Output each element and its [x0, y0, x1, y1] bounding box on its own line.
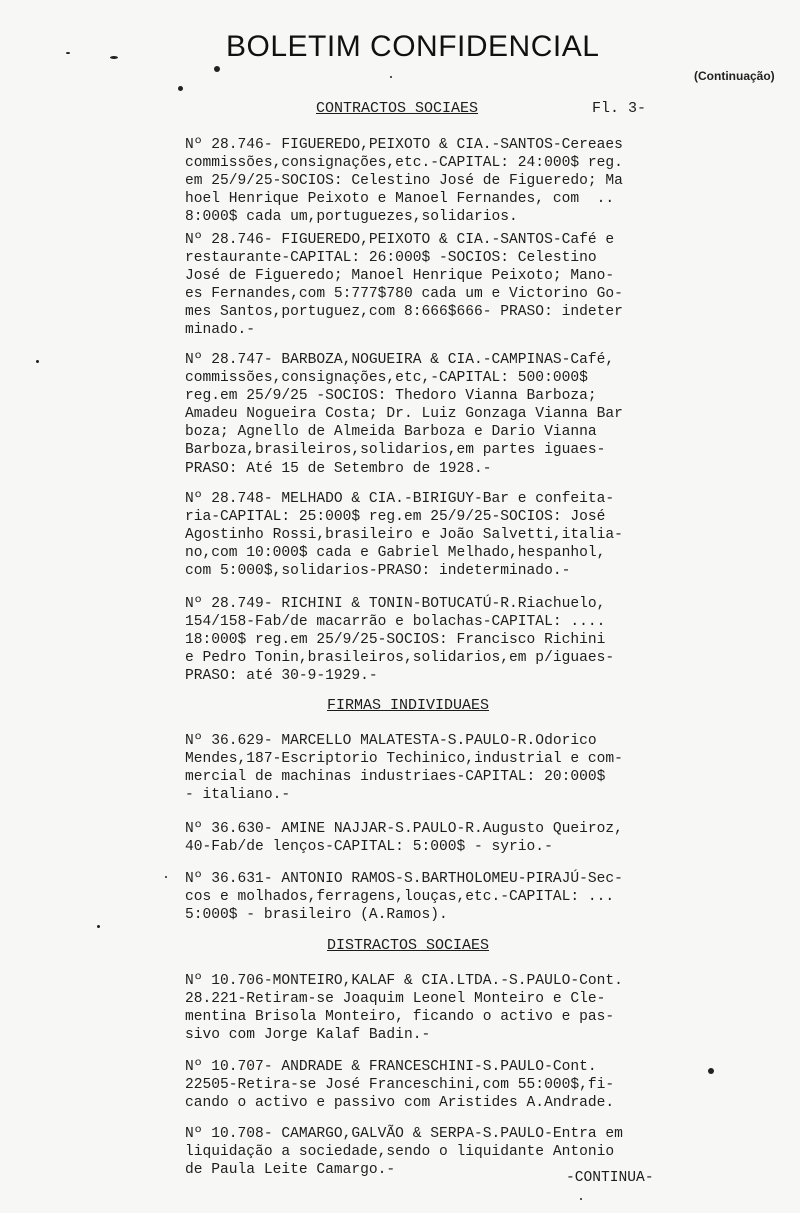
- entry-line: hoel Henrique Peixoto e Manoel Fernandes, com ..: [185, 191, 615, 208]
- entry-line: Nº 28.748- MELHADO & CIA.-BIRIGUY-Bar e confeita-: [185, 491, 615, 507]
- entry-line: Nº 10.706-MONTEIRO,KALAF & CIA.LTDA.-S.PAULO-Cont.: [185, 973, 623, 989]
- entry-line: commissões,consignações,etc,-CAPITAL: 500:000$: [185, 370, 588, 387]
- ink-speck: [178, 86, 183, 91]
- section-heading-firmas: FIRMAS INDIVIDUAES: [327, 697, 490, 714]
- entry-line: Barboza,brasileiros,solidarios,em partes iguaes-: [185, 442, 606, 459]
- entry-10707: [185, 1058, 614, 1112]
- entry-10708: [185, 1125, 623, 1179]
- entry-line: mes Santos,portuguez,com 8:666$666- PRASO: indeter: [185, 304, 623, 321]
- ink-speck: [165, 876, 167, 878]
- entry-line: 22505-Retira-se José Franceschini,com 55:000$,fi-: [185, 1077, 615, 1094]
- entry-line: 40-Fab/de lenços-CAPITAL: 5:000$ - syrio.-: [185, 839, 553, 856]
- ink-speck: [580, 1198, 582, 1200]
- entry-36629: [185, 732, 623, 804]
- entry-line: - italiano.-: [185, 787, 291, 804]
- entry-line: Nº 28.746- FIGUEREDO,PEIXOTO & CIA.-SANTOS-Cereaes: [185, 137, 623, 153]
- entry-line: Nº 10.707- ANDRADE & FRANCESCHINI-S.PAULO-Cont.: [185, 1059, 597, 1075]
- entry-line: mentina Brisola Monteiro, ficando o activo e pas-: [185, 1009, 615, 1026]
- entry-line: Agostinho Rossi,brasileiro e João Salvetti,italia-: [185, 527, 623, 544]
- continuation-note: (Continuação): [694, 69, 775, 83]
- entry-28749: [185, 595, 614, 685]
- entry-line: Nº 28.746- FIGUEREDO,PEIXOTO & CIA.-SANTOS-Café e: [185, 232, 615, 248]
- entry-line: 8:000$ cada um,portuguezes,solidarios.: [185, 209, 518, 226]
- entry-28748: [185, 490, 623, 580]
- entry-line: restaurante-CAPITAL: 26:000$ -SOCIOS: Celestino: [185, 250, 597, 267]
- entry-line: e Pedro Tonin,brasileiros,solidarios,em p/iguaes-: [185, 650, 615, 667]
- entry-line: Amadeu Nogueira Costa; Dr. Luiz Gonzaga Vianna Bar: [185, 406, 623, 423]
- entry-line: minado.-: [185, 322, 256, 339]
- entry-line: com 5:000$,solidarios-PRASO: indeterminado.-: [185, 563, 571, 580]
- entry-line: boza; Agnello de Almeida Barboza e Dario Vianna: [185, 424, 597, 441]
- ink-speck: [110, 56, 118, 59]
- section-heading-distractos: DISTRACTOS SOCIAES: [327, 937, 490, 954]
- ink-speck: [36, 360, 39, 363]
- entry-line: Mendes,187-Escriptorio Techinico,industrial e com-: [185, 751, 623, 768]
- entry-line: Nº 28.747- BARBOZA,NOGUEIRA & CIA.-CAMPINAS-Café,: [185, 352, 615, 368]
- entry-line: mercial de machinas industriaes-CAPITAL: 20:000$: [185, 769, 606, 786]
- entry-line: Nº 36.629- MARCELLO MALATESTA-S.PAULO-R.Odorico: [185, 733, 597, 749]
- entry-36631: [185, 870, 623, 924]
- entry-28746-cereaes: [185, 136, 623, 226]
- bulletin-title: BOLETIM CONFIDENCIAL: [226, 30, 600, 63]
- section-heading-contractos: CONTRACTOS SOCIAES: [316, 100, 479, 117]
- entry-line: Nº 36.630- AMINE NAJJAR-S.PAULO-R.Augusto Queiroz,: [185, 821, 623, 837]
- entry-line: 5:000$ - brasileiro (A.Ramos).: [185, 907, 448, 924]
- entry-line: cando o activo e passivo com Aristides A.Andrade.: [185, 1095, 615, 1112]
- entry-line: ria-CAPITAL: 25:000$ reg.em 25/9/25-SOCIOS: José: [185, 509, 606, 526]
- entry-28746-cafe: [185, 231, 623, 340]
- entry-line: Nº 10.708- CAMARGO,GALVÃO & SERPA-S.PAULO-Entra em: [185, 1126, 623, 1142]
- entry-line: commissões,consignações,etc.-CAPITAL: 24:000$ reg.: [185, 155, 623, 172]
- ink-speck: [66, 52, 70, 54]
- entry-line: Nº 28.749- RICHINI & TONIN-BOTUCATÚ-R.Riachuelo,: [185, 596, 606, 612]
- entry-line: 18:000$ reg.em 25/9/25-SOCIOS: Francisco Richini: [185, 632, 606, 649]
- entry-line: no,com 10:000$ cada e Gabriel Melhado,hespanhol,: [185, 545, 606, 562]
- continua-marker: -CONTINUA-: [566, 1170, 654, 1186]
- ink-speck: [390, 76, 392, 78]
- entry-line: 154/158-Fab/de macarrão e bolachas-CAPITAL: ....: [185, 614, 606, 631]
- entry-line: Nº 36.631- ANTONIO RAMOS-S.BARTHOLOMEU-PIRAJÚ-Sec-: [185, 871, 623, 887]
- entry-28747: [185, 351, 623, 478]
- entry-line: José de Figueredo; Manoel Henrique Peixoto; Mano-: [185, 268, 615, 285]
- entry-line: de Paula Leite Camargo.-: [185, 1162, 396, 1179]
- folio-number: Fl. 3-: [592, 100, 647, 117]
- entry-line: es Fernandes,com 5:777$780 cada um e Victorino Go-: [185, 286, 623, 303]
- entry-36630: [185, 820, 623, 856]
- entry-line: 28.221-Retiram-se Joaquim Leonel Monteiro e Cle-: [185, 991, 606, 1008]
- entry-10706: [185, 972, 623, 1044]
- ink-speck: [97, 925, 100, 928]
- entry-line: reg.em 25/9/25 -SOCIOS: Thedoro Vianna Barboza;: [185, 388, 597, 405]
- entry-line: em 25/9/25-SOCIOS: Celestino José de Figueredo; Ma: [185, 173, 623, 190]
- entry-line: liquidação a sociedade,sendo o liquidante Antonio: [185, 1144, 615, 1161]
- ink-speck: [214, 66, 220, 72]
- entry-line: PRASO: Até 15 de Setembro de 1928.-: [185, 460, 492, 477]
- entry-line: PRASO: até 30-9-1929.-: [185, 668, 378, 685]
- entry-line: sivo com Jorge Kalaf Badin.-: [185, 1027, 431, 1044]
- entry-line: cos e molhados,ferragens,louças,etc.-CAPITAL: ...: [185, 889, 615, 906]
- ink-speck: [708, 1068, 714, 1074]
